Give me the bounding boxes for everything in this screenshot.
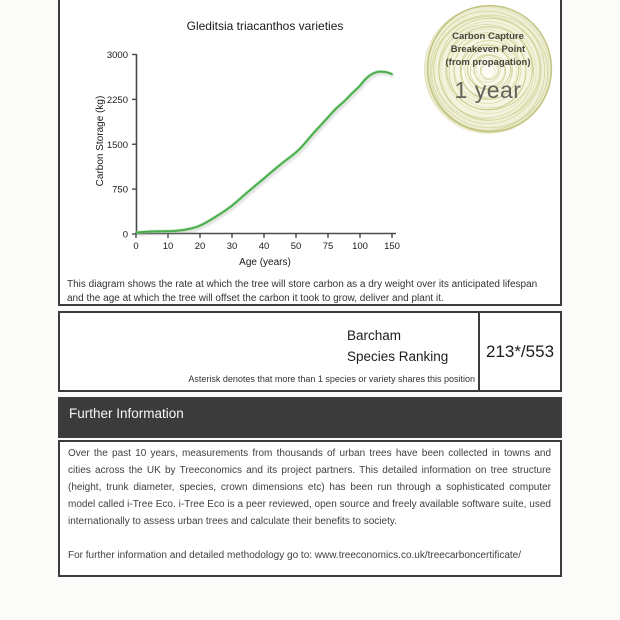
ranking-label-line1: Barcham: [347, 328, 402, 343]
y-axis-label: Carbon Storage (kg): [95, 95, 106, 187]
breakeven-badge: [421, 3, 555, 137]
y-tick-label: 0: [122, 229, 128, 241]
x-tick-label: 10: [162, 241, 174, 252]
x-tick-label: 150: [384, 241, 400, 252]
ranking-label-line2: Species Ranking: [347, 349, 449, 364]
chart-caption: This diagram shows the rate at which the tree will store carbon as a dry weight over its anticipated lifespan and the age at which the tree will offset the carbon it took to grow, deliver and plant it.: [67, 279, 538, 304]
y-tick-label: 2250: [106, 94, 128, 106]
methodology-link-line: For further information and detailed methodology go to: www.treeconomics.co.uk/treecarboncertificate/: [68, 550, 522, 561]
x-tick-label: 75: [322, 241, 334, 252]
y-tick-label: 750: [112, 184, 128, 196]
x-tick-label: 30: [226, 241, 238, 252]
further-information-header: Further Information: [58, 397, 562, 438]
breakeven-value: 1 year: [454, 77, 522, 103]
badge-title-line2: Breakeven Point: [450, 44, 526, 55]
breakeven-badge-text: [421, 3, 555, 137]
ranking-label: [347, 325, 448, 367]
badge-title-line1: Carbon Capture: [452, 31, 524, 42]
x-tick-label: 40: [258, 241, 270, 252]
x-axis-label: Age (years): [239, 257, 291, 268]
x-tick-label: 50: [290, 241, 302, 252]
x-tick-label: 0: [133, 241, 139, 252]
ranking-asterisk-note: Asterisk denotes that more than 1 species or variety shares this position: [188, 374, 475, 384]
species-ranking-panel: [58, 311, 562, 392]
chart-title: Gleditsia triacanthos varieties: [186, 19, 344, 33]
carbon-storage-chart-panel: [58, 0, 562, 306]
y-tick-label: 1500: [106, 139, 128, 151]
x-tick-label: 100: [352, 241, 368, 252]
y-tick-label: 3000: [106, 50, 128, 61]
further-information-panel: [58, 440, 562, 577]
badge-title-line3: (from propagation): [445, 57, 531, 68]
ranking-value: 213*/553: [485, 341, 555, 361]
further-information-paragraph: Over the past 10 years, measurements from thousands of urban trees have been collected in towns and cities across the UK by Treeconomics and its project partners. This detailed information on tree structure (height, trunk diameter, species, crown dimensions etc) has been run through a sophisticated computer model called i-Tree Eco. i-Tree Eco is a peer reviewed, open source and freely available software suite, used internationally to assess urban trees and calculate their benefits to society.: [68, 448, 551, 527]
x-tick-label: 20: [194, 241, 206, 252]
curve-shadow: [138, 74, 394, 235]
